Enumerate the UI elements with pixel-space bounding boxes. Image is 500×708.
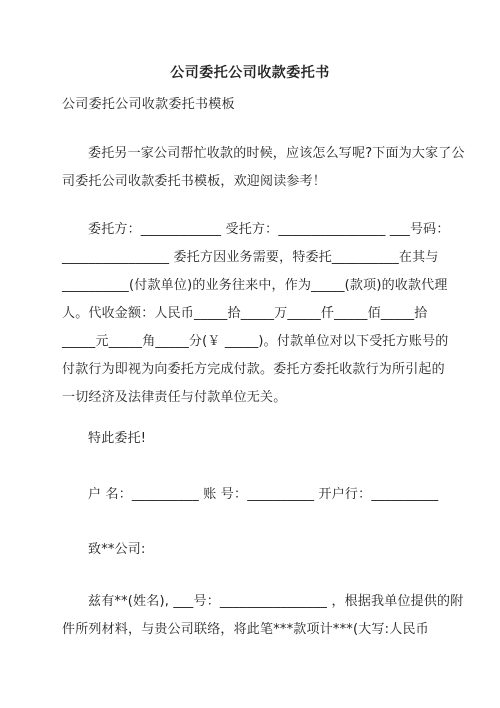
main-line: 付款行为即视为向委托方完成付款。委托方委托收款行为所引起的: [62, 362, 445, 377]
document-title: 公司委托公司收款委托书: [170, 65, 330, 81]
main-line: 一切经济及法律责任与付款单位无关。: [62, 390, 287, 405]
main-line: __________(付款单位)的业务往来中，作为_____(款项)的收款代理: [62, 278, 448, 293]
main-line: 委托方：____________ 受托方：________________ ___号码：: [88, 222, 450, 237]
account-line: 户 名：__________ 账 号：__________ 开户行：__________: [88, 487, 439, 502]
intro-line: 委托另一家公司帮忙收款的时候，应该怎么写呢?下面为大家了公: [88, 146, 465, 161]
final-line: 兹有**(姓名), ___号：________________ ，根据我单位提供的附: [88, 594, 464, 609]
final-line: 件所列材料，与贵公司联络，将此笔***款项计***(大写:人民币: [62, 622, 429, 637]
closing-text: 特此委托!: [88, 431, 147, 446]
intro-paragraph: [62, 140, 465, 196]
main-line: ________________ 委托方因业务需要，特委托__________在其与: [62, 250, 439, 265]
addressee-line: 致**公司:: [88, 542, 146, 557]
main-paragraph: [62, 216, 450, 412]
account-paragraph: [62, 481, 442, 509]
final-paragraph: [62, 588, 464, 644]
document-subtitle: 公司委托公司收款委托书模板: [62, 97, 235, 112]
intro-line: 司委托公司收款委托书模板，欢迎阅读参考！: [62, 174, 327, 189]
main-line: _____元_____角_____分(￥ _____)。付款单位对以下受托方账号的: [62, 334, 449, 349]
main-line: 人。代收金额：人民币_____拾_____万_____仟_____佰_____拾: [62, 306, 428, 321]
closing-paragraph: [62, 425, 442, 453]
addressee-paragraph: [62, 536, 442, 564]
